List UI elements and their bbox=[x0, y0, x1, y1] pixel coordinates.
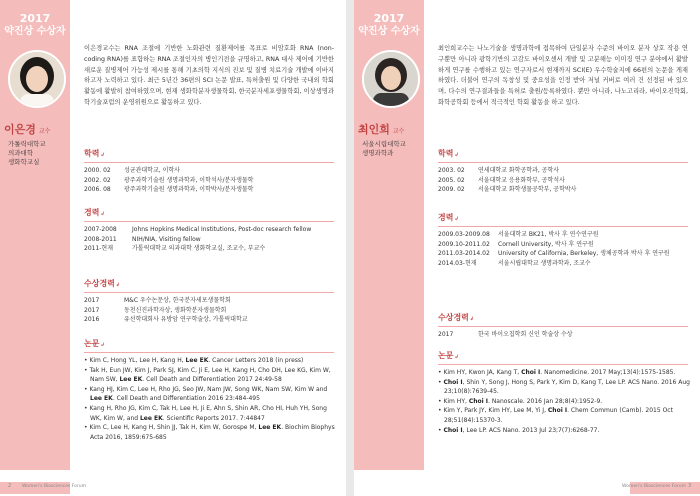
section-heading: 논문↲ bbox=[438, 351, 459, 360]
intro-paragraph: 최인희교수는 나노기술을 생명과학에 접목하여 단일분자 수준의 바이오 분자 상호 작용 연구뿐만 아니라 광학기반의 고감도 바이오센서 개발 및 고분해능 이미징 연구 분야에서 활발하게 연구를 수행하고 있는 연구자로서 현재까지 SCI(E) 우수학술지에 66편의 논문을 게재하였다. 더불어 연구의 독창성 및 중요성을 인정 받아 저널 커버로 여러 건 선정된 바 있으며, 다수의 연구결과들을 특허로 출원/등록하였다. 뿐만 아니라, 나노고리라, 바이오진학회, 화학공학회 등에서 적극적인 학회 활동을 하고 있다. bbox=[438, 45, 688, 106]
left-page bbox=[0, 0, 346, 496]
education-row: 2009. 02 서울대학교 화학생물공학부, 공학박사 bbox=[438, 186, 577, 193]
right-page bbox=[354, 0, 700, 496]
affiliation-line: 생명과학과 bbox=[362, 149, 394, 157]
section-heading: 경력↲ bbox=[84, 208, 105, 217]
education-row: 2000. 02 성균관대학교, 이학사 bbox=[84, 167, 180, 174]
person-name: 최인희 bbox=[358, 123, 390, 136]
award-title: 약진상 수상자 bbox=[358, 26, 420, 37]
section-divider bbox=[84, 292, 334, 293]
affiliation-line: 생화학교실 bbox=[8, 158, 40, 166]
section-divider bbox=[84, 162, 334, 163]
section-divider bbox=[438, 364, 688, 365]
paper-item: • Kang H, Rho JG, Kim C, Tak H, Lee H, Ji E, Ahn S, Shin AR, Cho HI, Huh YH, Song WK, Kim W, and Lee EK. Scientific Reports 2017. 7:44847 bbox=[84, 404, 327, 422]
career-section bbox=[84, 207, 334, 254]
award-year: 2017 bbox=[19, 12, 51, 25]
footer-text: Women's Biosciences Forum bbox=[622, 484, 687, 489]
section-divider bbox=[438, 326, 688, 327]
award-row: 2017 한국 바이오칩학회 신인 학술상 수상 bbox=[438, 331, 573, 338]
paper-item: • Choi I, Lee LP. ACS Nano. 2013 Jul 23;7(7):6268-77. bbox=[438, 426, 600, 434]
career-row: 2008-2011 NIH/NIA, Visiting fellow bbox=[84, 235, 201, 243]
section-heading: 수상경력↲ bbox=[438, 313, 475, 322]
paper-item: • Kang HJ, Kim C, Lee H, Rho JG, Seo JW, Nam JW, Song WK, Nam SW, Kim W and Lee EK. Cell Death and Differentiation 2016 23:484-495 bbox=[84, 385, 328, 403]
education-row: 2002. 02 광주과학기술원 생명과학과, 이학석사/분자생물학 bbox=[84, 176, 254, 184]
page-number: 2 bbox=[8, 483, 12, 489]
education-section bbox=[84, 148, 334, 195]
award-year: 2017 bbox=[373, 12, 405, 25]
person-title: 교수 bbox=[38, 128, 51, 135]
career-row: 2011-현재 가톨릭대학교 의과대학 생화학교실, 조교수, 부교수 bbox=[84, 245, 266, 252]
career-row: 2011.03-2014.02 University of California, Berkeley, 생체공학과 박사 후 연구원 bbox=[438, 250, 670, 257]
paper-item: • Kim HY, Choi I. Nanoscale. 2016 Jan 28;8(4):1952-9. bbox=[438, 397, 603, 405]
section-divider bbox=[438, 162, 688, 163]
affiliation bbox=[8, 140, 68, 167]
affiliation-line: 서울시립대학교 bbox=[362, 140, 406, 148]
section-heading: 학력↲ bbox=[84, 149, 105, 158]
award-row: 2016 유선학대회사 유방암 연구학술상, 가톨릭대학교 bbox=[84, 316, 248, 323]
affiliation bbox=[362, 140, 422, 158]
profile-photo bbox=[8, 50, 66, 108]
profile-sidebar bbox=[354, 0, 424, 470]
award-header bbox=[354, 12, 424, 38]
career-row: 2007-2008 Johns Hopkins Medical Institutions, Post-doc research fellow bbox=[84, 226, 312, 233]
education-row: 2006. 08 광주과학기술원 생명과학과, 이학박사/분자생물학 bbox=[84, 186, 254, 193]
section-divider bbox=[84, 352, 334, 353]
page-footer bbox=[354, 478, 700, 496]
paper-item: • Tak H, Eun JW, Kim J, Park SJ, Kim C, Ji E, Lee H, Kang H, Cho DH, Lee KG, Kim W, Nam SW, Lee EK. Cell Death and Differentiation 2017 24:49-58 bbox=[84, 366, 331, 384]
affiliation-line: 의과대학 bbox=[8, 149, 34, 157]
section-heading: 학력↲ bbox=[438, 149, 459, 158]
paper-item: • Choi I, Shin Y, Song J, Hong S, Park Y, Kim D, Kang T, Lee LP. ACS Nano. 2016 Aug 23;10(8):7639-45. bbox=[438, 378, 690, 396]
page-gutter bbox=[346, 0, 354, 496]
person-name-row bbox=[358, 118, 424, 137]
section-divider bbox=[438, 226, 688, 227]
page-number: 3 bbox=[688, 483, 692, 489]
award-title: 약진상 수상자 bbox=[4, 26, 66, 37]
profile-sidebar bbox=[0, 0, 70, 470]
intro-paragraph: 이은경교수는 RNA 조절에 기반한 노화관련 질환제어를 목표로 비암호화 RNA (non-coding RNA)를 표함하는 RNA 조절인자의 병인기전을 규명하고, RNA 대사 제어에 기반한 새로운 질병제어 가능성 제시를 통해 기초의학 지식의 진보 및 질병 치료기술 개발에 이바지 하고자 노력하고 있다. 최근 5년간 36편의 SCI 논문 발표, 특허출원 및 다양한 국내외 학회 활동에 활발히 참여하였으며, 현재 생화학분자생물학회, 한국분자세포생물학회, 이상생명과학기술포럼의 운영위원으로 활동하고 있다. bbox=[84, 45, 334, 106]
footer-text: Women's Biosciences Forum bbox=[22, 484, 87, 489]
career-row: 2009.10-2011.02 Cornell University, 박사 후 연구원 bbox=[438, 240, 594, 248]
affiliation-line: 가톨릭대학교 bbox=[8, 140, 46, 148]
person-name: 이은경 bbox=[4, 123, 36, 136]
section-heading: 수상경력↲ bbox=[84, 279, 121, 288]
page-footer bbox=[0, 478, 346, 496]
papers-section bbox=[84, 338, 340, 442]
award-header bbox=[0, 12, 70, 38]
papers-section bbox=[438, 350, 694, 435]
person-title: 교수 bbox=[392, 128, 405, 135]
award-row: 2017 M&C 우수논문상, 한국분자세포생물학회 bbox=[84, 297, 231, 304]
education-row: 2005. 02 서울대학교 응용화학부, 공학석사 bbox=[438, 176, 565, 184]
career-section bbox=[438, 212, 688, 268]
awards-section bbox=[438, 312, 688, 340]
education-section bbox=[438, 148, 688, 195]
profile-photo bbox=[362, 50, 420, 108]
award-row: 2017 동천신진과학자상, 생화학분자생물학회 bbox=[84, 306, 227, 314]
section-divider bbox=[84, 221, 334, 222]
paper-item: • Kim C, Hong YL, Lee H, Kang H, Lee EK. Cancer Letters 2018 (in press) bbox=[84, 357, 304, 364]
education-row: 2003. 02 연세대학교 화학공학과, 공학사 bbox=[438, 167, 560, 174]
paper-item: • Kim C, Lee H, Kang H, Shin JJ, Tak H, Kim W, Gorospe M, Lee EK. Biochim Biophys Acta 2016, 1859:675-685 bbox=[84, 424, 335, 441]
career-row: 2009.03-2009.08 서울대학교 BK21, 박사 후 연수연구원 bbox=[438, 231, 599, 238]
career-row: 2014.03-현재 서울시립대학교 생명과학과, 조교수 bbox=[438, 259, 591, 267]
paper-item: • Kim Y, Park JY, Kim HY, Lee M, Yi J, Choi I. Chem Commun (Camb). 2015 Oct 28;51(84):15370-3. bbox=[438, 407, 673, 424]
paper-item: • Kim HY, Kwon JA, Kang T, Choi I. Nanomedicine. 2017 May;13(4):1575-1585. bbox=[438, 369, 676, 376]
section-heading: 경력↲ bbox=[438, 213, 459, 222]
awards-section bbox=[84, 278, 334, 325]
person-name-row bbox=[4, 118, 70, 137]
section-heading: 논문↲ bbox=[84, 339, 105, 348]
